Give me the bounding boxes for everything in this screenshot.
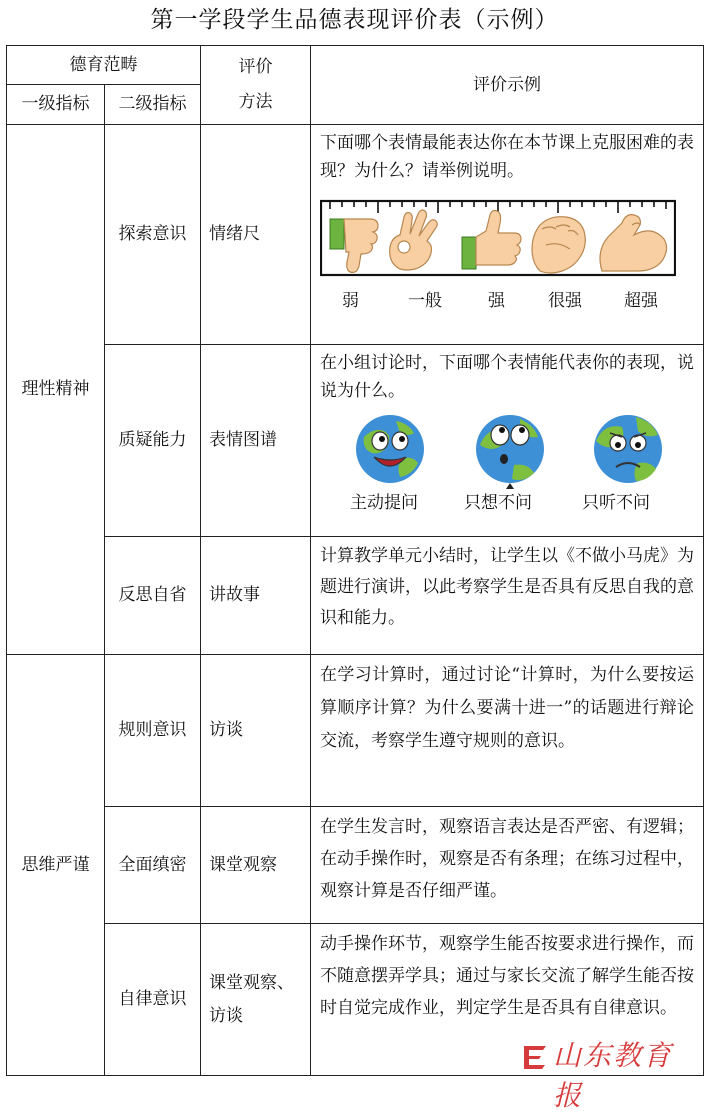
example-text: 在小组讨论时，下面哪个表情能代表你的表现，说说为什么。 [320,353,694,401]
method-cell: 课堂观察 [201,807,311,924]
method-line: 访谈 [209,1005,243,1026]
ruler-labels [320,289,690,315]
scale-label: 强 [488,291,505,311]
header-method-line1: 评价 [238,57,273,77]
method-cell [201,924,311,1076]
expression-chart [320,411,694,519]
newspaper-logo [521,1036,691,1112]
header-examples: 评价示例 [311,46,704,125]
level2-cell: 反思自省 [105,537,201,655]
emotion-ruler [320,197,694,325]
example-text: 下面哪个表情最能表达你在本节课上克服困难的表现？为什么？请举例说明。 [320,133,694,181]
header-level1: 一级指标 [7,85,105,125]
method-line: 课堂观察、 [209,972,294,993]
example-text: 在学生发言时，观察语言表达是否严密、有逻辑；在动手操作时，观察是否有条理；在练习过程中，观察计算是否仔细严谨。 [320,817,694,901]
method-cell: 访谈 [201,655,311,807]
example-cell [311,807,704,924]
method-cell: 表情图谱 [201,345,311,537]
level2-cell: 规则意识 [105,655,201,807]
face-caption: 只想不问 [464,493,532,513]
level2-cell: 全面缜密 [105,807,201,924]
page-title: 第一学段学生品德表现评价表（示例） [150,7,559,33]
newspaper-logo-icon [521,1040,549,1070]
header-scope: 德育范畴 [7,46,201,85]
level1-rational-spirit: 理性精神 [7,125,105,655]
scale-label: 弱 [342,291,359,311]
example-text: 动手操作环节，观察学生能否按要求进行操作，而不随意摆弄学具；通过与家长交流了解学生能否按时自觉完成作业，判定学生是否具有自律意识。 [320,934,694,1018]
example-text: 在学习计算时，通过讨论“计算时，为什么要按运算顺序计算？为什么要满十进一”的话题进行辩论交流，考察学生遵守规则的意识。 [320,665,694,751]
ruler-graphic [320,197,676,277]
table-row [7,807,704,924]
table-row [7,345,704,537]
scale-label: 超强 [624,291,658,311]
header-level2: 二级指标 [105,85,201,125]
method-cell: 讲故事 [201,537,311,655]
method-cell: 情绪尺 [201,125,311,345]
happy-globe-icon [350,411,430,489]
level2-cell: 自律意识 [105,924,201,1076]
example-cell [311,125,704,345]
scale-label: 很强 [548,291,582,311]
example-text: 计算教学单元小结时，让学生以《不做小马虎》为题进行演讲，以此考察学生是否具有反思自我的意识和能力。 [320,546,694,628]
thinking-globe-icon [470,411,550,491]
face-caption: 只听不问 [582,493,650,513]
example-cell [311,655,704,807]
worried-globe-icon [588,411,668,489]
table-row [7,125,704,345]
face-caption: 主动提问 [350,493,418,513]
example-cell [311,537,704,655]
watermark-text: 山东教育报 [553,1039,674,1112]
header-method-line2: 方法 [238,92,273,112]
evaluation-table [6,45,704,1076]
table-row [7,537,704,655]
level2-cell: 质疑能力 [105,345,201,537]
table-row [7,655,704,807]
header-method [201,46,311,125]
level1-rigorous-thinking: 思维严谨 [7,655,105,1076]
scale-label: 一般 [408,291,442,311]
example-cell [311,345,704,537]
level2-cell: 探索意识 [105,125,201,345]
